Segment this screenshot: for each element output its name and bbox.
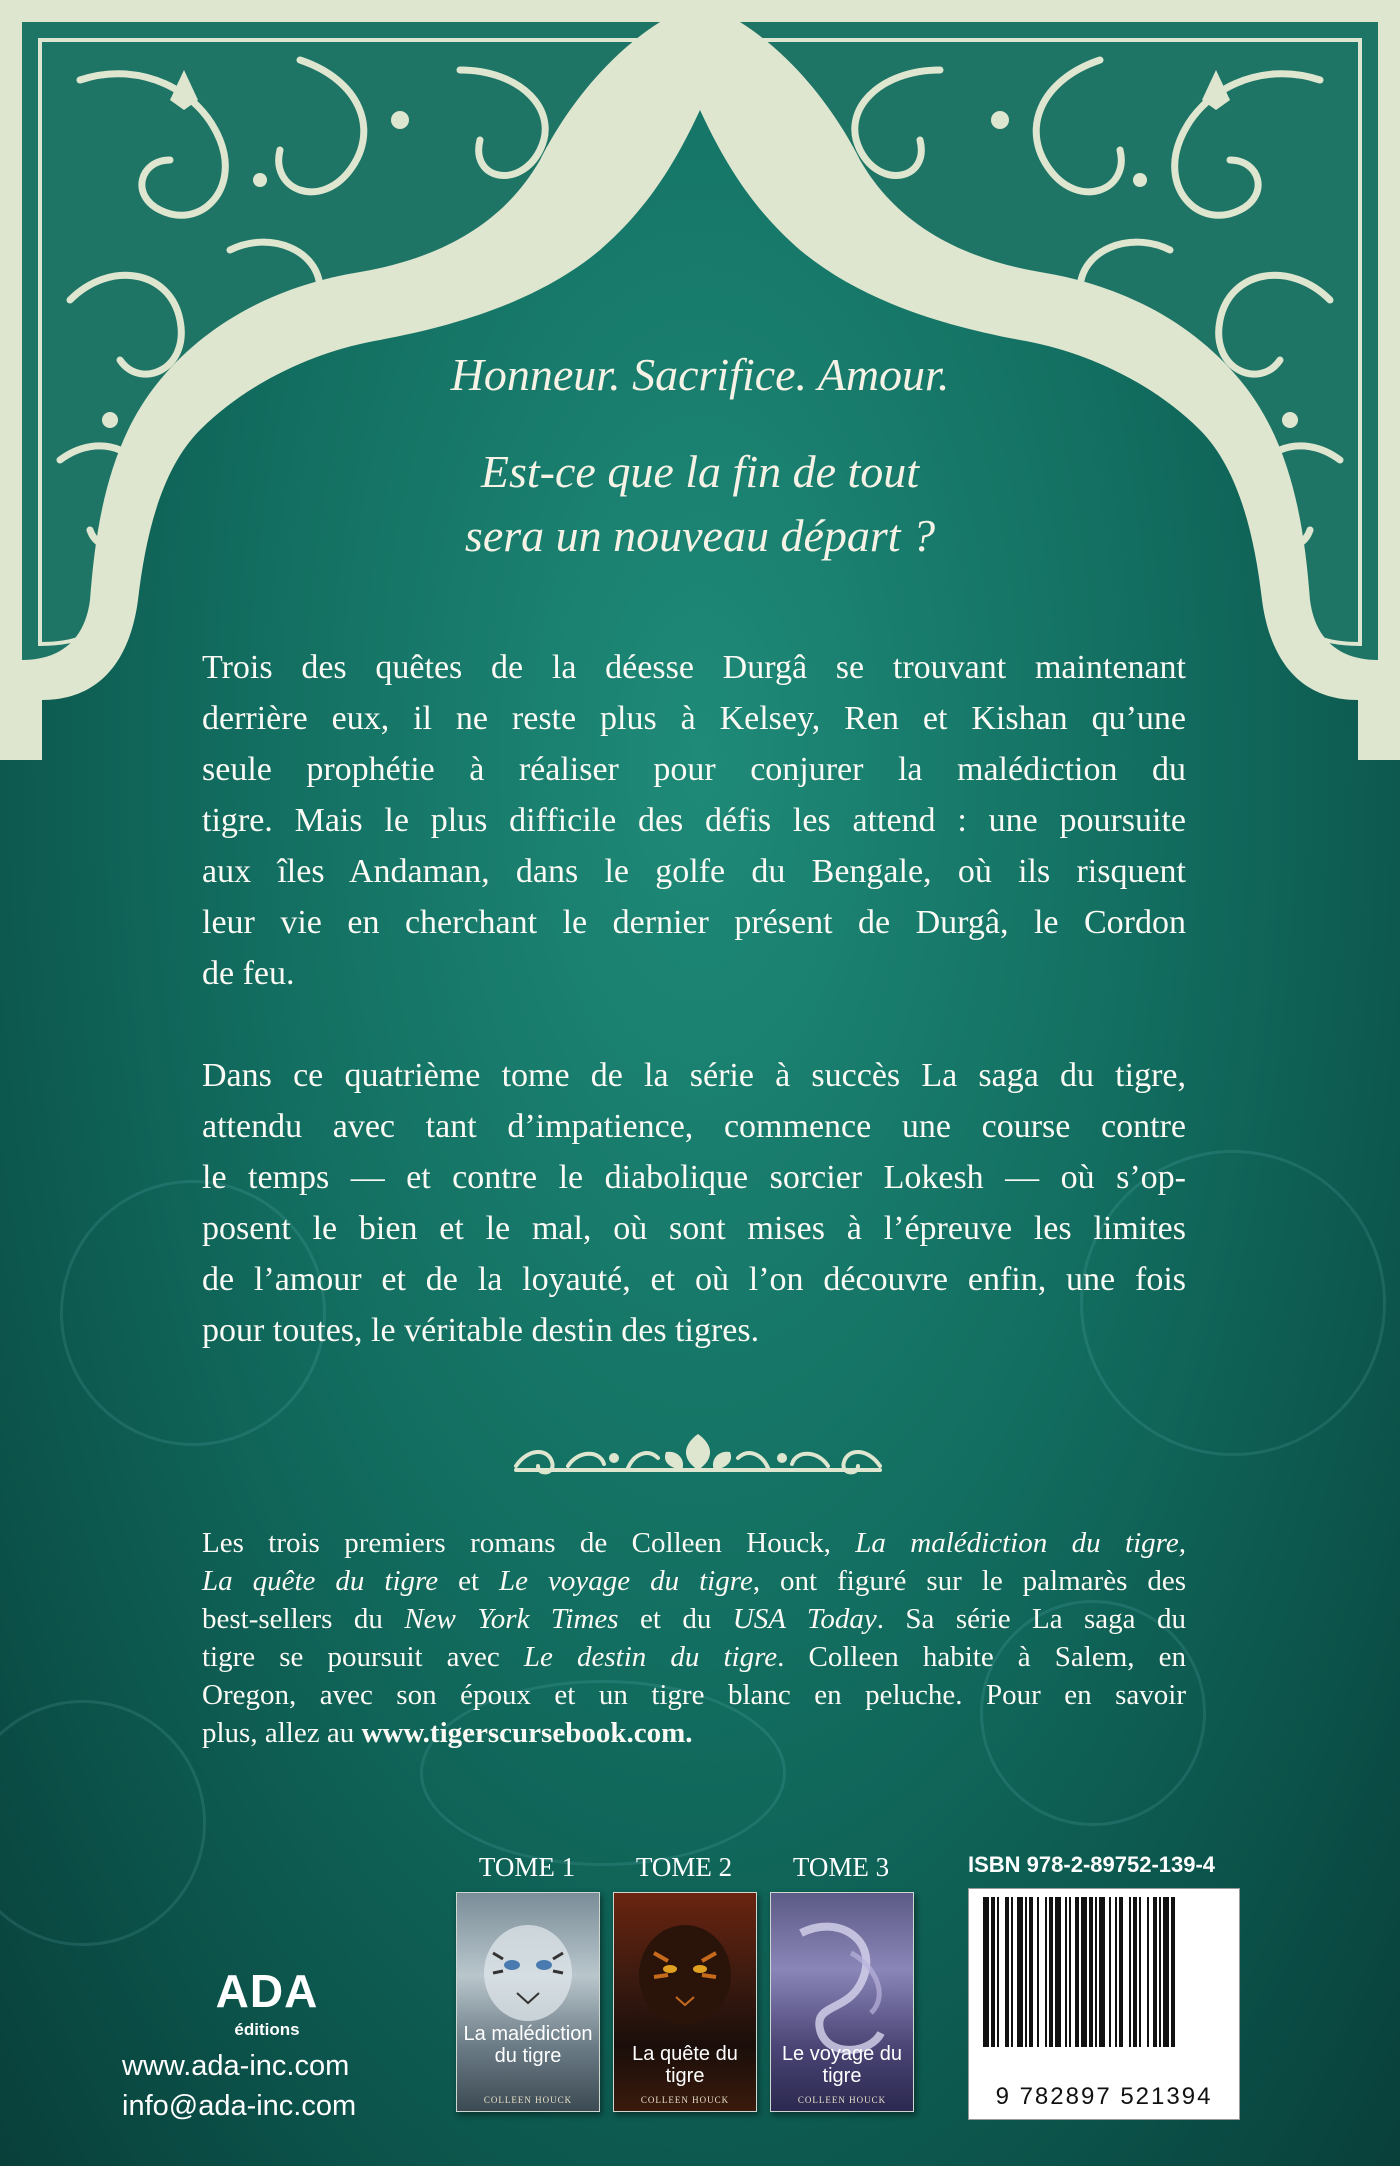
- book-title: Le voyage du tigre: [499, 1565, 753, 1597]
- barcode: [968, 1888, 1240, 2120]
- isbn: ISBN 978-2-89752-139-4: [968, 1852, 1216, 1877]
- bio-text: et: [438, 1565, 500, 1597]
- tagline-question: [0, 440, 1400, 568]
- book-cover-tome-1: [456, 1892, 600, 2112]
- tome-label: TOME 3: [792, 1852, 890, 1882]
- text-line: Trois des quêtes de la déesse Durgâ se trouvant maintenant: [202, 649, 1186, 686]
- barcode-bar: [1089, 1897, 1093, 2047]
- publisher-logo-subtitle: éditions: [234, 2020, 300, 2039]
- bio-text: et du: [618, 1603, 733, 1635]
- text-line: tigre. Mais le plus difficile des défis les attend : une poursuite: [202, 802, 1186, 839]
- bio-text: Les trois premiers romans de Colleen Houck,: [202, 1527, 856, 1559]
- barcode-bar: [1045, 1897, 1047, 2047]
- barcode-bar: [1153, 1897, 1157, 2047]
- bio-text: tigre se poursuit avec: [202, 1641, 524, 1673]
- text-line: pour toutes, le véritable destin des tigres.: [202, 1312, 760, 1349]
- publisher-website[interactable]: www.ada-inc.com: [122, 2050, 350, 2082]
- barcode-bar: [1109, 1897, 1111, 2047]
- publisher-logo: ADA: [215, 1965, 319, 2017]
- text-line: de feu.: [202, 955, 295, 992]
- barcode-bar: [1011, 1897, 1013, 2047]
- text-line: Dans ce quatrième tome de la série à succès La saga du tigre,: [202, 1057, 1186, 1094]
- barcode-bar: [1115, 1897, 1117, 2047]
- tagline: Honneur. Sacrifice. Amour.: [450, 349, 950, 400]
- barcode-bar: [997, 1897, 999, 2047]
- ornamental-divider: [508, 1428, 888, 1482]
- bio-line: [202, 1638, 1186, 1676]
- publication-title: New York Times: [404, 1603, 619, 1635]
- author-website-link[interactable]: www.tigerscursebook.com.: [361, 1717, 693, 1749]
- bio-line: [202, 1600, 1186, 1638]
- barcode-bar: [1159, 1897, 1161, 2047]
- book-title-line: La quête du tigre: [632, 2043, 738, 2087]
- bio-text: best-sellers du: [202, 1603, 405, 1635]
- synopsis-paragraph-1: [202, 642, 1186, 999]
- book-author: COLLEEN HOUCK: [483, 2095, 573, 2105]
- book-cover-tome-3: [770, 1892, 914, 2112]
- text-line: attendu avec tant d’impatience, commence une course contre: [202, 1108, 1186, 1145]
- tome-label: TOME 2: [635, 1852, 733, 1882]
- barcode-bar: [991, 1897, 995, 2047]
- barcode-bar: [1069, 1897, 1071, 2047]
- bio-text: , ont figuré sur le palmarès des: [752, 1565, 1187, 1597]
- barcode-bar: [1075, 1897, 1079, 2047]
- question-line: sera un nouveau départ ?: [464, 510, 936, 561]
- barcode-bar: [1171, 1897, 1175, 2047]
- tome-label: TOME 1: [478, 1852, 576, 1882]
- question-line: Est-ce que la fin de tout: [480, 446, 920, 497]
- barcode-bar: [1065, 1897, 1067, 2047]
- bio-line: [202, 1562, 1186, 1600]
- tiger-face-icon: [457, 1893, 599, 2111]
- publisher-email[interactable]: info@ada-inc.com: [122, 2090, 357, 2122]
- barcode-bars: [969, 1897, 1239, 2087]
- barcode-bar: [1049, 1897, 1053, 2047]
- bio-line: Oregon, avec son époux et un tigre blanc en peluche. Pour en savoir: [202, 1679, 1186, 1711]
- barcode-bar: [1095, 1897, 1097, 2047]
- barcode-bar: [1029, 1897, 1033, 2047]
- book-title-line: La malédiction: [463, 2023, 593, 2045]
- publication-title: USA Today: [732, 1603, 877, 1635]
- text-line: aux îles Andaman, dans le golfe du Bengale, où ils risquent: [202, 853, 1186, 890]
- barcode-bar: [1017, 1897, 1023, 2047]
- barcode-bar: [1163, 1897, 1169, 2047]
- book-cover-tome-2: [613, 1892, 757, 2112]
- bio-text: plus, allez au: [202, 1717, 362, 1749]
- barcode-bar: [1133, 1897, 1137, 2047]
- book-title: La malédiction du tigre,: [855, 1527, 1186, 1559]
- text-line: derrière eux, il ne reste plus à Kelsey, Ren et Kishan qu’une: [202, 700, 1186, 737]
- text-line: posent le bien et le mal, où sont mises à l’épreuve les limites: [202, 1210, 1186, 1247]
- book-title: Le destin du tigre: [523, 1641, 778, 1673]
- barcode-bar: [1055, 1897, 1061, 2047]
- barcode-bar: [1099, 1897, 1105, 2047]
- barcode-bar: [1119, 1897, 1123, 2047]
- book-author: COLLEEN HOUCK: [640, 2095, 730, 2105]
- barcode-bar: [983, 1897, 989, 2047]
- barcode-bar: [1129, 1897, 1131, 2047]
- background-swirl: [0, 1700, 206, 1946]
- barcode-bar: [1147, 1897, 1149, 2047]
- synopsis-paragraph-2: [202, 1050, 1186, 1356]
- barcode-bar: [1139, 1897, 1141, 2047]
- book-title-line: Le voyage du tigre: [781, 2043, 903, 2087]
- text-line: le temps — et contre le diabolique sorcier Lokesh — où s’op-: [202, 1159, 1186, 1196]
- barcode-digits: 9 782897 521394: [995, 2083, 1213, 2110]
- barcode-bar: [1025, 1897, 1027, 2047]
- book-title-line: du tigre: [494, 2045, 562, 2067]
- text-line: de l’amour et de la loyauté, et où l’on découvre enfin, une fois: [202, 1261, 1186, 1298]
- bio-line: [202, 1714, 1186, 1752]
- bio-text: . Colleen habite à Salem, en: [777, 1641, 1186, 1673]
- text-line: seule prophétie à réaliser pour conjurer la malédiction du: [202, 751, 1186, 788]
- book-title: La quête du tigre: [202, 1565, 439, 1597]
- bio-line: [202, 1524, 1186, 1562]
- barcode-bar: [1005, 1897, 1009, 2047]
- text-line: leur vie en cherchant le dernier présent de Durgâ, le Cordon: [202, 904, 1186, 941]
- author-bio: [202, 1524, 1186, 1752]
- barcode-bar: [1037, 1897, 1039, 2047]
- bio-text: . Sa série La saga du: [876, 1603, 1186, 1635]
- barcode-bar: [1081, 1897, 1087, 2047]
- book-author: COLLEEN HOUCK: [797, 2095, 887, 2105]
